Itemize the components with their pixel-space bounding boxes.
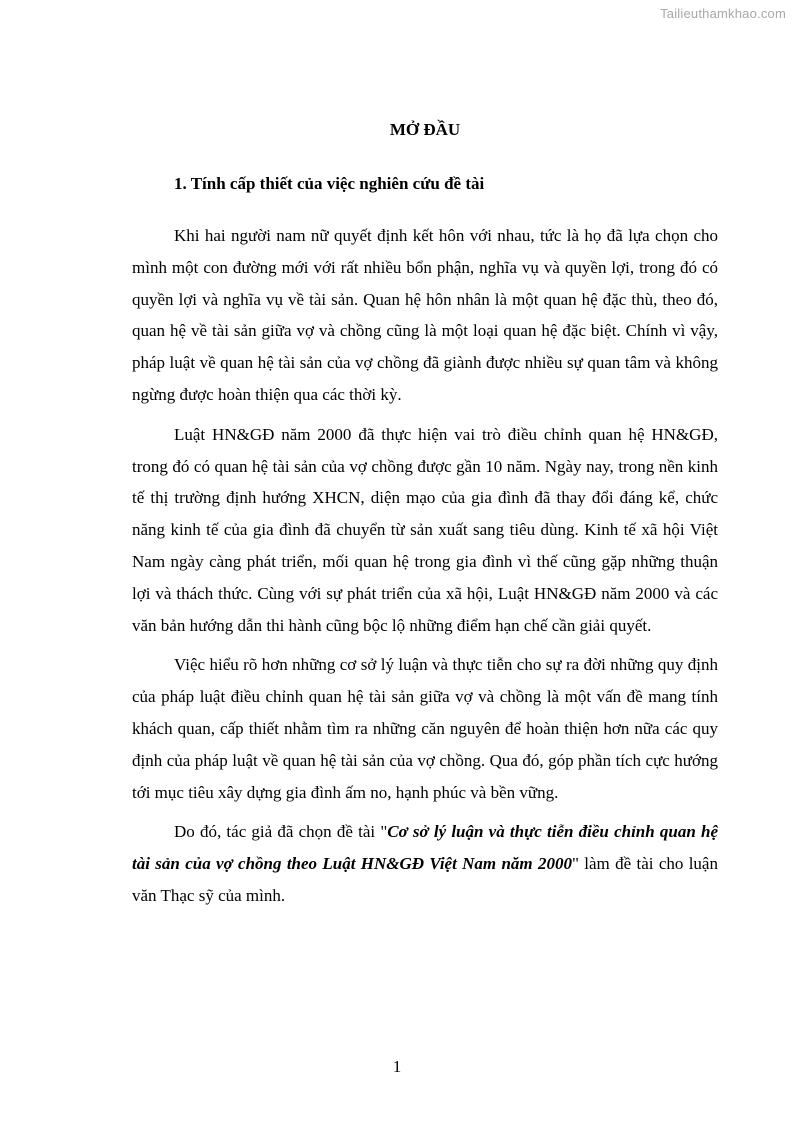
paragraph-4	[132, 816, 718, 911]
section-heading: 1. Tính cấp thiết của việc nghiên cứu đề tài	[174, 174, 485, 193]
paragraph-1: Khi hai người nam nữ quyết định kết hôn với nhau, tức là họ đã lựa chọn cho mình một con đường mới với rất nhiều bổn phận, nghĩa vụ và quyền lợi, trong đó có quyền lợi và nghĩa vụ về tài sản. Quan hệ hôn nhân là một quan hệ đặc thù, theo đó, quan hệ về tài sản giữa vợ và chồng cũng là một loại quan hệ đặc biệt. Chính vì vậy, pháp luật về quan hệ tài sản của vợ chồng đã giành được nhiều sự quan tâm và không ngừng được hoàn thiện qua các thời kỳ.	[132, 226, 718, 404]
paragraph-2: Luật HN&GĐ năm 2000 đã thực hiện vai trò điều chỉnh quan hệ HN&GĐ, trong đó có quan hệ tài sản của vợ chồng được gần 10 năm. Ngày nay, trong nền kinh tế thị trường định hướng XHCN, diện mạo của gia đình đã thay đổi đáng kể, chức năng kinh tế của gia đình đã chuyển từ sản xuất sang tiêu dùng. Kinh tế xã hội Việt Nam ngày càng phát triển, mối quan hệ trong gia đình vì thế cũng gặp những thuận lợi và thách thức. Cùng với sự phát triển của xã hội, Luật HN&GĐ năm 2000 và các văn bản hướng dẫn thi hành cũng bộc lộ những điểm hạn chế cần giải quyết.	[132, 424, 718, 635]
paragraph-3: Việc hiểu rõ hơn những cơ sở lý luận và thực tiễn cho sự ra đời những quy định của pháp luật điều chỉnh quan hệ tài sản giữa vợ và chồng là một vấn đề mang tính khách quan, cấp thiết nhằm tìm ra những căn nguyên để hoàn thiện hơn nữa các quy định của pháp luật về quan hệ tài sản của vợ chồng. Qua đó, góp phần tích cực hướng tới mục tiêu xây dựng gia đình ấm no, hạnh phúc và bền vững.	[132, 655, 718, 802]
paragraph-4-tail: " làm đề tài cho luận văn Thạc sỹ của mình.	[132, 854, 718, 905]
paragraph-4-lead: Do đó, tác giả đã chọn đề tài "	[174, 822, 388, 842]
page-number: 1	[392, 1057, 402, 1076]
page-body	[132, 118, 718, 920]
watermark-text: Tailieuthamkhao.com	[660, 6, 786, 21]
page-title: MỞ ĐẦU	[389, 120, 461, 139]
thesis-topic-title: Cơ sở lý luận và thực tiễn điều chỉnh quan hệ tài sản của vợ chồng theo Luật HN&GĐ Việt Nam năm 2000	[132, 822, 719, 874]
